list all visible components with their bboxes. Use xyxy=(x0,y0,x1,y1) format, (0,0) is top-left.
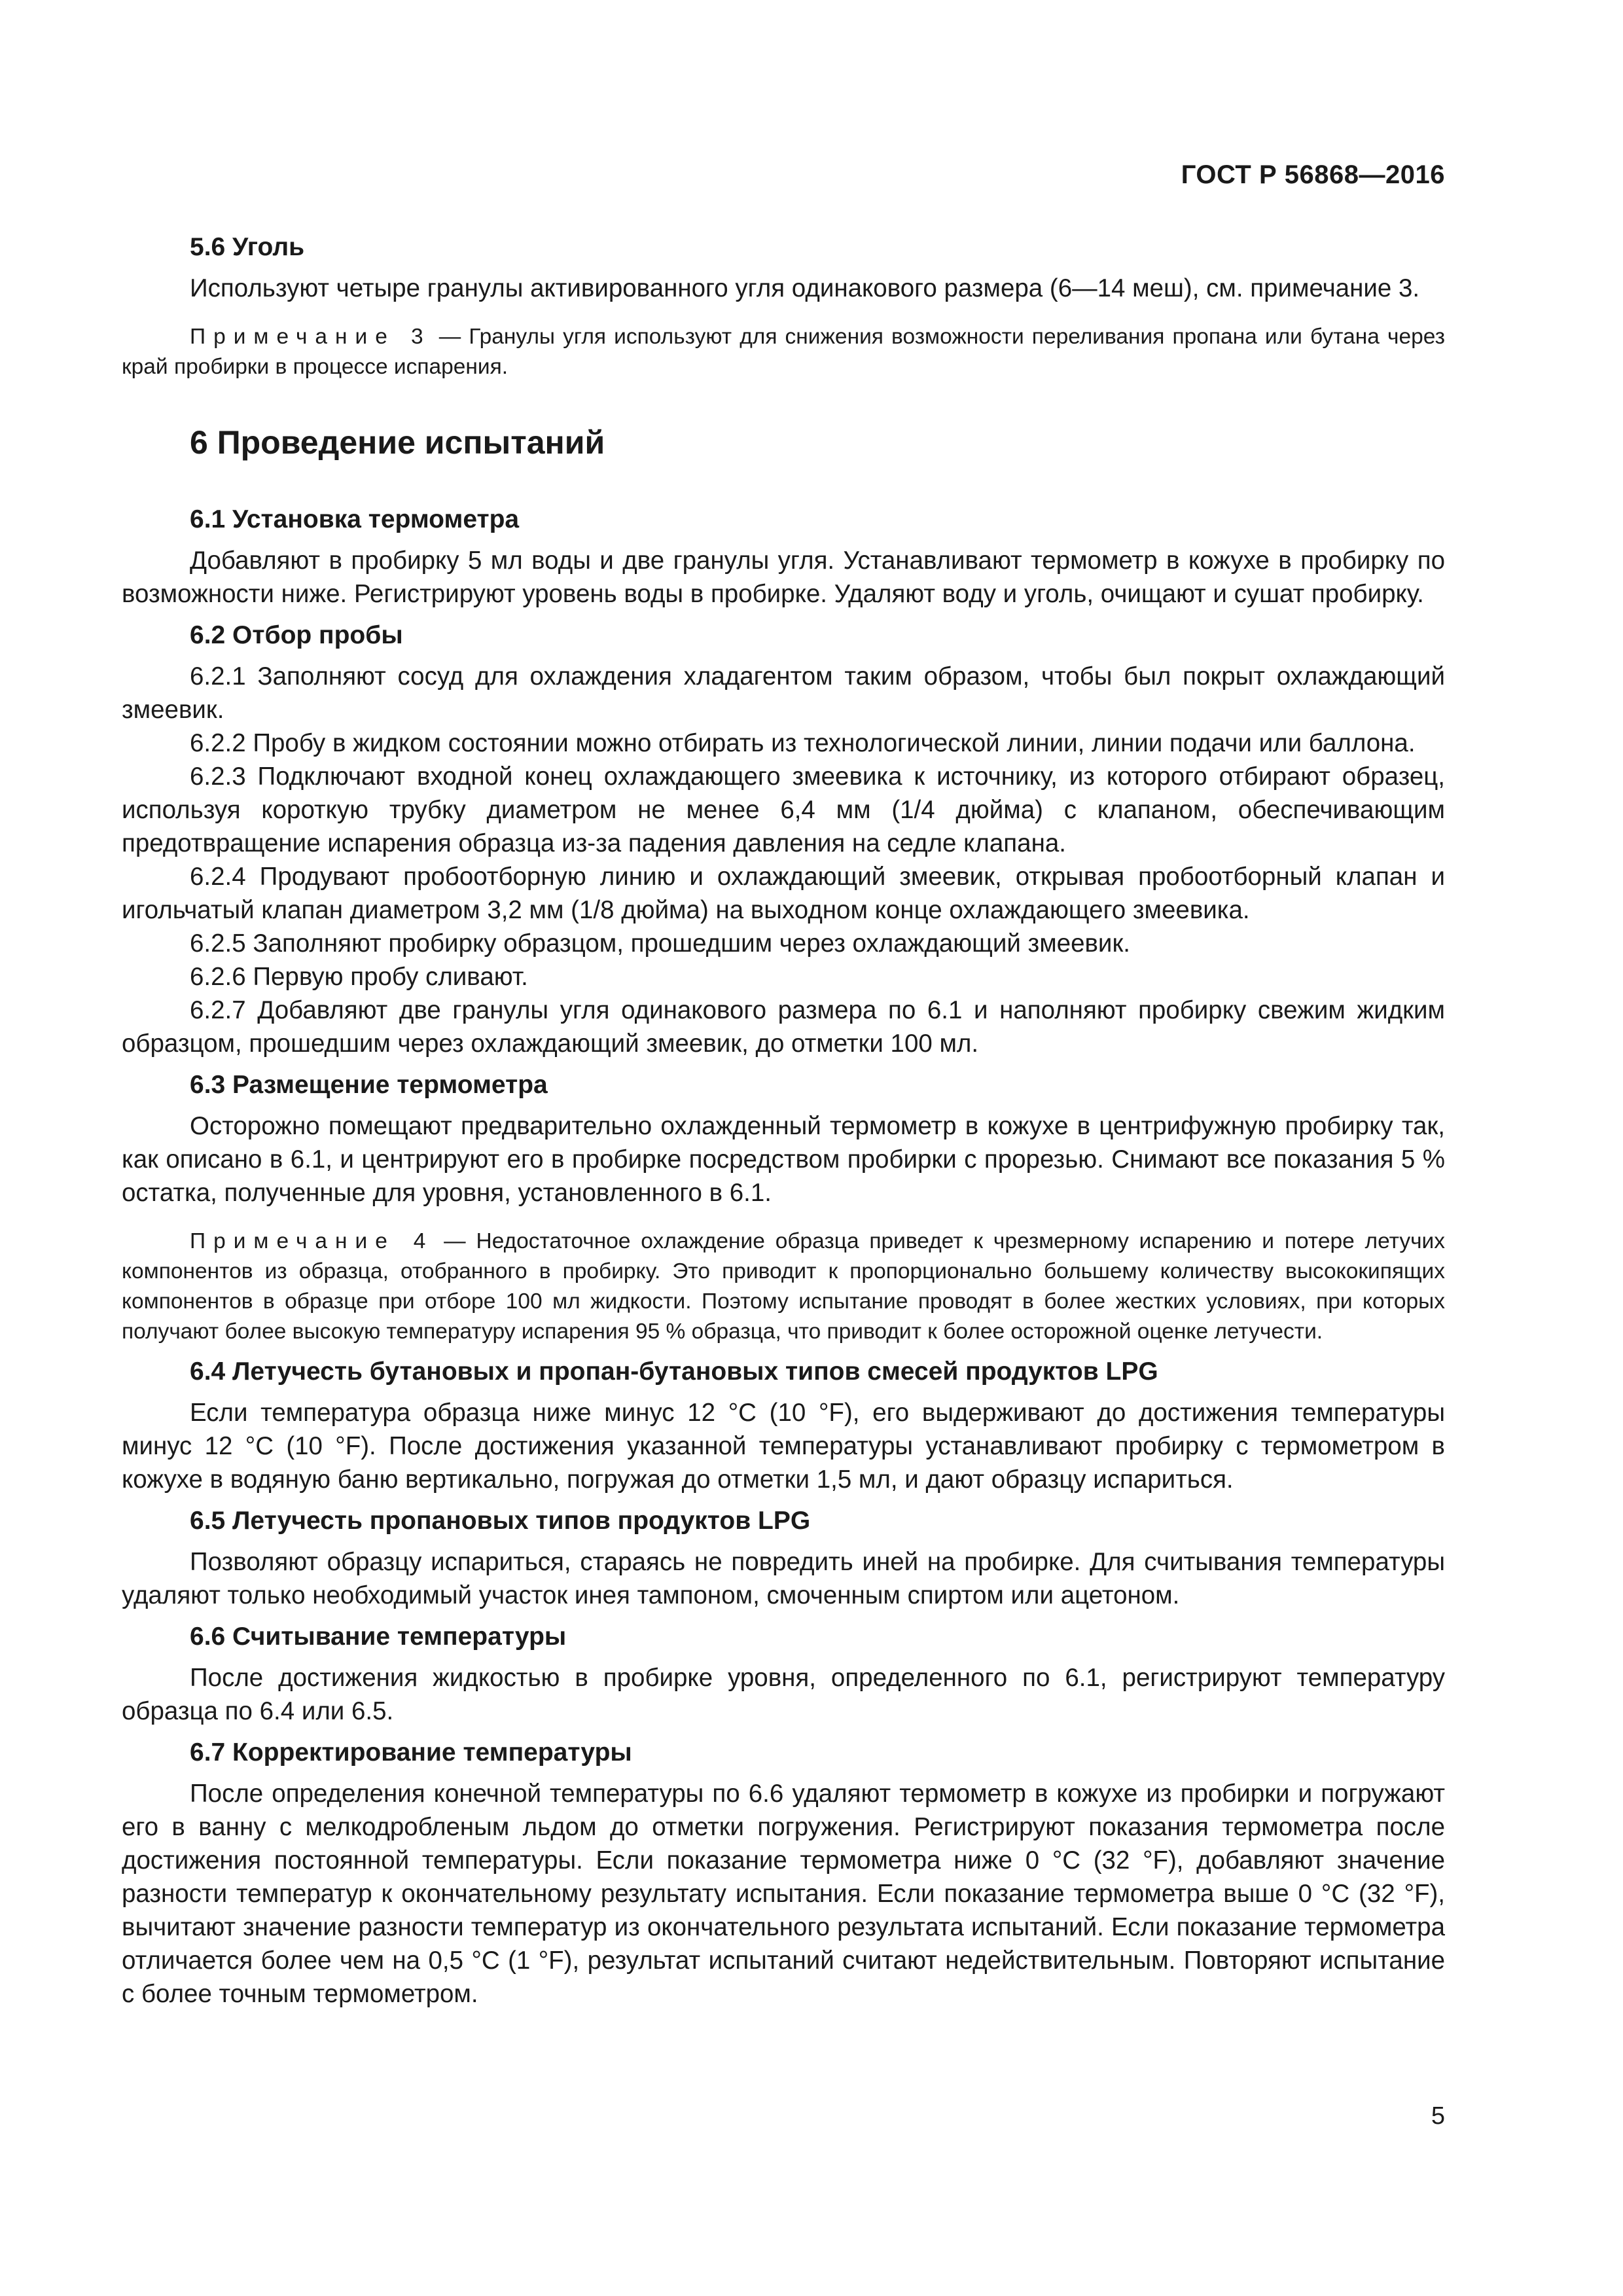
heading-6-3: 6.3 Размещение термометра xyxy=(190,1071,548,1099)
paragraph-6-2-4: 6.2.4 Продувают пробоотборную линию и охлаждающий змеевик, открывая пробоотборный клапан и игольчатый клапан диаметром 3,2 мм (1/8 дюйма) на выходном конце охлаждающего змеевика. xyxy=(122,863,1445,924)
note-3-label: Примечание 3 xyxy=(190,325,431,349)
note-3 xyxy=(122,322,1445,382)
paragraph-6-1: Добавляют в пробирку 5 мл воды и две гранулы угля. Устанавливают термометр в кожухе в пробирку по возможности ниже. Регистрируют уровень воды в пробирке. Удаляют воду и уголь, очищают и сушат пробирку. xyxy=(122,547,1445,608)
paragraph-6-5: Позволяют образцу испариться, стараясь не повредить иней на пробирке. Для считывания температуры удаляют только необходимый участок инея тампоном, смоченным спиртом или ацетоном. xyxy=(122,1548,1445,1609)
heading-6-1: 6.1 Установка термометра xyxy=(190,505,520,533)
paragraph-5-6: Используют четыре гранулы активированного угля одинакового размера (6—14 меш), см. примечание 3. xyxy=(190,274,1420,302)
paragraph-6-2-7: 6.2.7 Добавляют две гранулы угля одинакового размера по 6.1 и наполняют пробирку свежим жидким образцом, прошедшим через охлаждающий змеевик, до отметки 100 мл. xyxy=(122,996,1445,1058)
document-code: ГОСТ Р 56868—2016 xyxy=(1181,160,1445,189)
paragraph-6-6: После достижения жидкостью в пробирке уровня, определенного по 6.1, регистрируют температуру образца по 6.4 или 6.5. xyxy=(122,1664,1445,1725)
page-number: 5 xyxy=(1431,2102,1445,2130)
heading-6: 6 Проведение испытаний xyxy=(190,424,605,461)
paragraph-6-7: После определения конечной температуры по 6.6 удаляют термометр в кожухе из пробирки и погружают его в ванну с мелкодробленым льдом до отметки погружения. Регистрируют показания термометра после достижения постоянной температуры. Если показание термометра ниже 0 °С (32 °F), добавляют значение разности температур к окончательному результату испытания. Если показание термометра выше 0 °С (32 °F), вычитают значение разности температур из окончательного результата испытаний. Если показание термометра отличается более чем на 0,5 °С (1 °F), результат испытаний считают недействительным. Повторяют испытание с более точным термометром. xyxy=(122,1780,1445,2008)
note-4-text: — Недостаточное охлаждение образца приведет к чрезмерному испарению и потере летучих компонентов из образца, отобранного в пробирку. Это приводит к пропорционально большему количеству высококипящих компонентов в образце при отборе 100 мл жидкости. Поэтому испытание проводят в более жестких условиях, при которых получают более высокую температуру испарения 95 % образца, что приводит к более осторожной оценке летучести. xyxy=(122,1229,1445,1344)
paragraph-6-4: Если температура образца ниже минус 12 °С (10 °F), его выдерживают до достижения температуры минус 12 °С (10 °F). После достижения указанной температуры устанавливают пробирку с термометром в кожухе в водяную баню вертикально, погружая до отметки 1,5 мл, и дают образцу испариться. xyxy=(122,1399,1445,1494)
note-4-label: Примечание 4 xyxy=(190,1229,434,1253)
heading-6-5: 6.5 Летучесть пропановых типов продуктов LPG xyxy=(190,1507,811,1535)
paragraph-6-2-5: 6.2.5 Заполняют пробирку образцом, прошедшим через охлаждающий змеевик. xyxy=(190,929,1130,958)
document-body xyxy=(122,230,1445,2011)
paragraph-6-2-3: 6.2.3 Подключают входной конец охлаждающего змеевика к источнику, из которого отбирают образец, используя короткую трубку диаметром не менее 6,4 мм (1/4 дюйма) с клапаном, обеспечивающим предотвращение испарения образца из-за падения давления на седле клапана. xyxy=(122,762,1445,857)
paragraph-6-3: Осторожно помещают предварительно охлажденный термометр в кожухе в центрифужную пробирку так, как описано в 6.1, и центрируют его в пробирке посредством пробирки с прорезью. Снимают все показания 5 % остатка, полученные для уровня, установленного в 6.1. xyxy=(122,1112,1445,1207)
paragraph-6-2-2: 6.2.2 Пробу в жидком состоянии можно отбирать из технологической линии, линии подачи или баллона. xyxy=(190,729,1416,757)
paragraph-6-2-6: 6.2.6 Первую пробу сливают. xyxy=(190,963,528,991)
paragraph-6-2-1: 6.2.1 Заполняют сосуд для охлаждения хладагентом таким образом, чтобы был покрыт охлаждающий змеевик. xyxy=(122,662,1445,724)
heading-5-6: 5.6 Уголь xyxy=(190,233,305,261)
heading-6-7: 6.7 Корректирование температуры xyxy=(190,1738,632,1767)
note-4 xyxy=(122,1227,1445,1347)
heading-6-6: 6.6 Считывание температуры xyxy=(190,1623,567,1651)
note-3-text: — Гранулы угля используют для снижения возможности переливания пропана или бутана через край пробирки в процессе испарения. xyxy=(122,325,1445,379)
heading-6-2: 6.2 Отбор пробы xyxy=(190,621,403,649)
heading-6-4: 6.4 Летучесть бутановых и пропан-бутановых типов смесей продуктов LPG xyxy=(190,1357,1158,1386)
